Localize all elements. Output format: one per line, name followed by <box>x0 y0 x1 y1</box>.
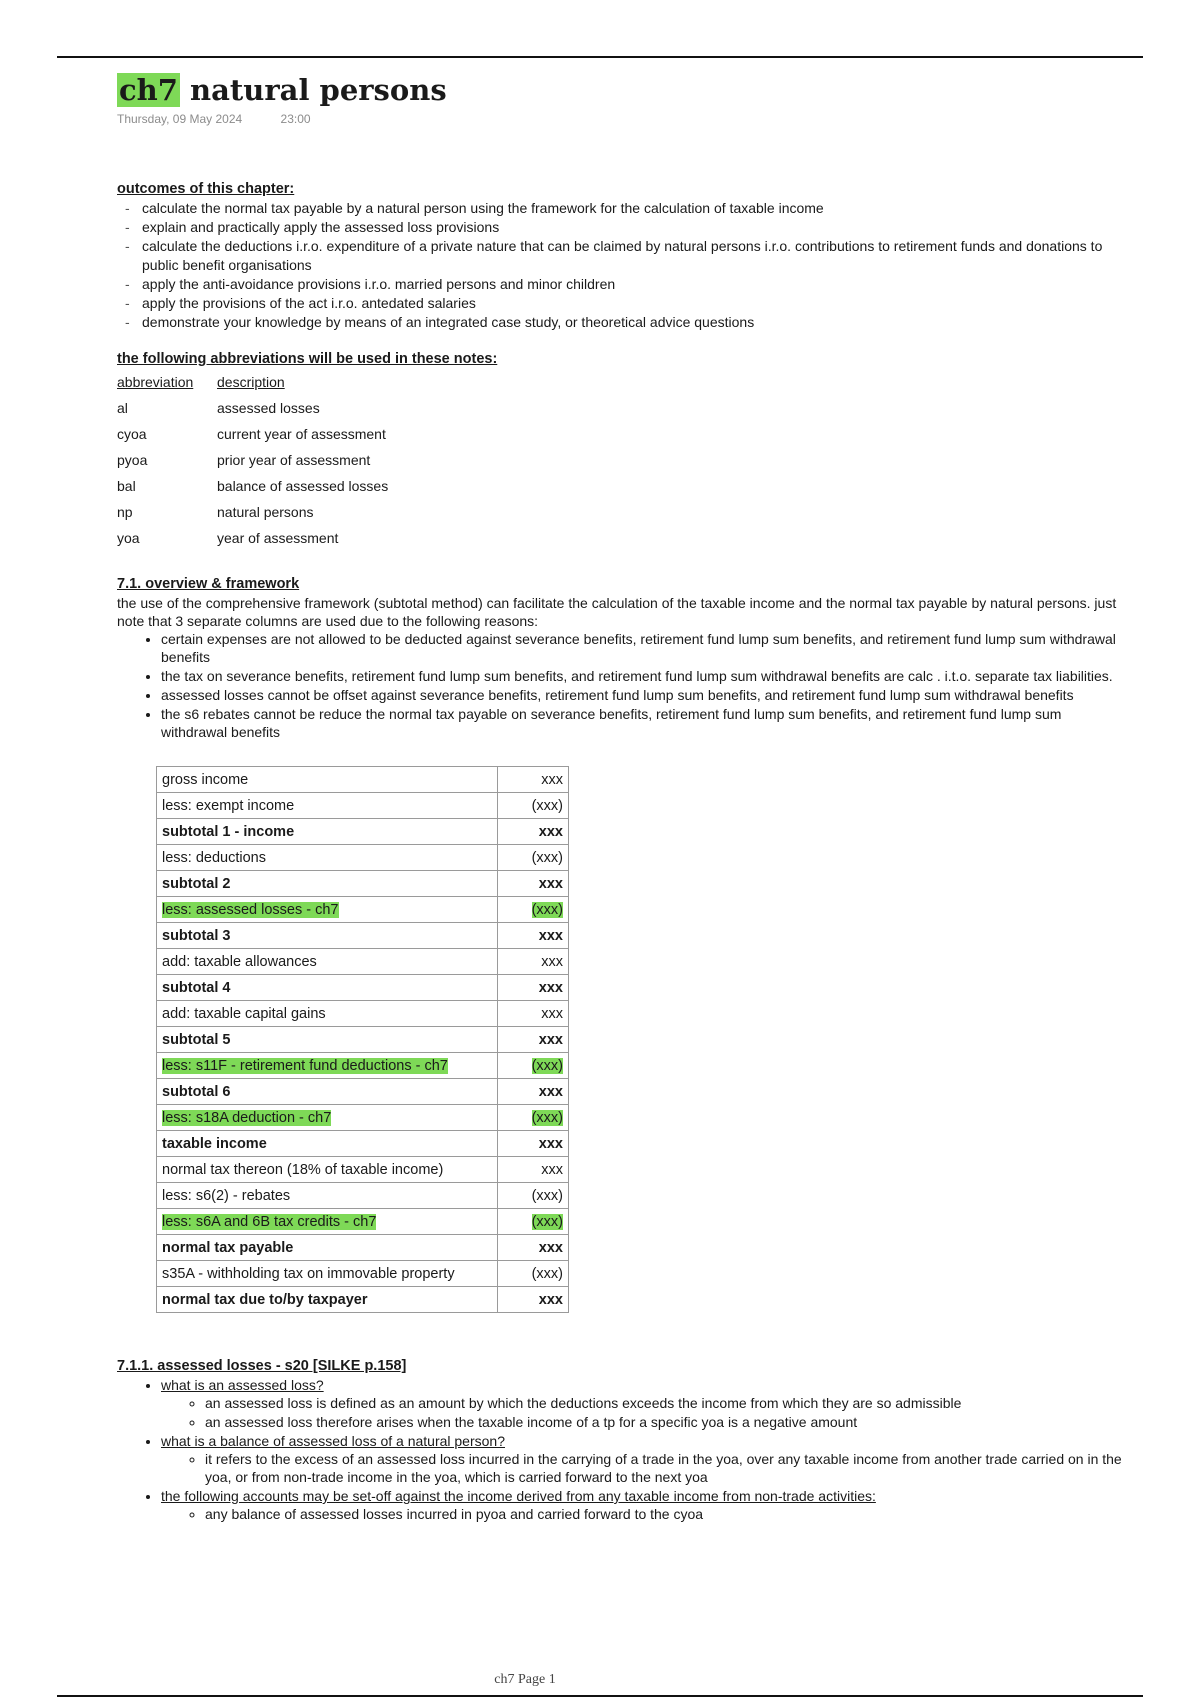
page-title <box>117 70 1127 110</box>
framework-label-cell <box>157 897 498 923</box>
framework-label: subtotal 1 - income <box>162 823 295 840</box>
abbreviations-heading: the following abbreviations will be used in these notes: <box>117 351 498 367</box>
framework-table <box>156 766 569 1313</box>
framework-amount-cell <box>498 975 569 1001</box>
framework-amount: (xxx) <box>531 797 563 814</box>
question-text: what is a balance of assessed loss of a natural person? <box>161 1433 505 1449</box>
overview-reasons <box>117 630 1127 741</box>
framework-label-cell <box>157 767 498 793</box>
framework-label-cell <box>157 1027 498 1053</box>
framework-body <box>157 767 569 1313</box>
list-item: • certain expenses are not allowed to be deducted against severance benefits, retirement fund lump sum benefits, and retirement fund lump sum withdrawal benefits <box>161 630 1127 666</box>
overview-intro: the use of the comprehensive framework (subtotal method) can facilitate the calculation of the taxable income and the normal tax payable by natural persons. just note that 3 separate columns are used due to the following reasons: <box>117 595 1117 629</box>
framework-amount: (xxx) <box>531 1057 563 1074</box>
framework-label-cell <box>157 793 498 819</box>
framework-row <box>157 1287 569 1313</box>
framework-amount-cell <box>498 1079 569 1105</box>
list-item: • the s6 rebates cannot be reduce the normal tax payable on severance benefits, retirement fund lump sum benefits, and retirement fund lump sum withdrawal benefits <box>161 705 1127 741</box>
framework-label-cell <box>157 1079 498 1105</box>
question-text: the following accounts may be set-off against the income derived from any taxable income from non-trade activities: <box>161 1488 876 1504</box>
framework-label-cell <box>157 1157 498 1183</box>
sub-list <box>161 1505 1127 1523</box>
framework-label-cell <box>157 845 498 871</box>
framework-amount: xxx <box>538 1031 563 1048</box>
framework-label: add: taxable capital gains <box>162 1005 326 1022</box>
framework-label: add: taxable allowances <box>162 953 317 970</box>
framework-row <box>157 949 569 975</box>
framework-label-cell <box>157 1131 498 1157</box>
framework-label-cell <box>157 1235 498 1261</box>
framework-label-cell <box>157 975 498 1001</box>
framework-label: s35A - withholding tax on immovable property <box>162 1265 455 1282</box>
framework-amount: (xxx) <box>531 1109 563 1126</box>
framework-amount: xxx <box>538 1239 563 1256</box>
page-time: 23:00 <box>280 112 311 126</box>
framework-row <box>157 1235 569 1261</box>
list-item: - apply the provisions of the act i.r.o. antedated salaries <box>142 294 1127 313</box>
framework-row <box>157 1209 569 1235</box>
top-rule <box>57 56 1143 58</box>
framework-amount-cell <box>498 871 569 897</box>
framework-amount: (xxx) <box>531 1187 563 1204</box>
framework-label: subtotal 6 <box>162 1083 231 1100</box>
sub-list-item: ◦ an assessed loss therefore arises when the taxable income of a tp for a specific yoa is a negative amount <box>205 1413 1127 1431</box>
framework-amount: (xxx) <box>531 1213 563 1230</box>
framework-amount: xxx <box>541 1161 563 1178</box>
framework-row <box>157 1027 569 1053</box>
list-item <box>161 1432 1127 1486</box>
bottom-rule <box>57 1695 1143 1697</box>
framework-row <box>157 1053 569 1079</box>
framework-amount: xxx <box>541 953 563 970</box>
framework-amount: (xxx) <box>531 901 563 918</box>
framework-label-cell <box>157 1183 498 1209</box>
abbr-cell: bal <box>117 478 136 494</box>
list-item <box>161 1376 1127 1431</box>
framework-label-cell <box>157 949 498 975</box>
framework-row <box>157 1183 569 1209</box>
framework-amount-cell <box>498 1157 569 1183</box>
framework-row <box>157 767 569 793</box>
sub-list <box>161 1450 1127 1486</box>
framework-row <box>157 1079 569 1105</box>
sub-list-item: ◦ it refers to the excess of an assessed loss incurred in the carrying of a trade in the yoa, over any taxable income from another trade carried on in the yoa, or from non-trade income in the yoa, which is carried forward to the next yoa <box>205 1450 1127 1486</box>
framework-row <box>157 845 569 871</box>
framework-amount-cell <box>498 819 569 845</box>
framework-amount: (xxx) <box>531 1265 563 1282</box>
framework-row <box>157 793 569 819</box>
framework-amount-cell <box>498 1053 569 1079</box>
sub-list-item: ◦ any balance of assessed losses incurred in pyoa and carried forward to the cyoa <box>205 1505 1127 1523</box>
abbr-cell: np <box>117 504 133 520</box>
page-footer: ch7 Page 1 <box>494 1672 556 1687</box>
framework-amount: xxx <box>538 875 563 892</box>
framework-label: less: exempt income <box>162 797 295 814</box>
list-item <box>161 1487 1127 1523</box>
abbr-cell: cyoa <box>117 426 147 442</box>
question-text: what is an assessed loss? <box>161 1377 324 1393</box>
framework-label: normal tax payable <box>162 1239 294 1256</box>
framework-label-cell <box>157 923 498 949</box>
abbr-cell: yoa <box>117 530 140 546</box>
framework-amount: xxx <box>538 823 563 840</box>
framework-amount-cell <box>498 949 569 975</box>
framework-row <box>157 1105 569 1131</box>
framework-amount: (xxx) <box>531 849 563 866</box>
framework-amount-cell <box>498 793 569 819</box>
desc-cell: year of assessment <box>217 530 339 546</box>
desc-col-header: description <box>217 374 285 390</box>
framework-row <box>157 1131 569 1157</box>
title-text: natural persons <box>179 73 447 107</box>
framework-amount-cell <box>498 1001 569 1027</box>
list-item: • assessed losses cannot be offset against severance benefits, retirement fund lump sum benefits, and retirement fund lump sum withdrawal benefits <box>161 686 1127 704</box>
framework-amount: xxx <box>538 1291 563 1308</box>
framework-label-cell <box>157 1053 498 1079</box>
list-item: - demonstrate your knowledge by means of an integrated case study, or theoretical advice questions <box>142 313 1127 332</box>
framework-amount-cell <box>498 1131 569 1157</box>
list-item: - calculate the normal tax payable by a natural person using the framework for the calculation of taxable income <box>142 199 1127 218</box>
page-content <box>117 70 1127 1524</box>
framework-row <box>157 1001 569 1027</box>
framework-amount-cell <box>498 1235 569 1261</box>
framework-label: less: s6(2) - rebates <box>162 1187 291 1204</box>
abbr-cell: pyoa <box>117 452 148 468</box>
framework-label: subtotal 2 <box>162 875 231 892</box>
framework-label-cell <box>157 1209 498 1235</box>
framework-label: subtotal 5 <box>162 1031 231 1048</box>
framework-amount: xxx <box>538 979 563 996</box>
overview-heading: 7.1. overview & framework <box>117 576 300 592</box>
framework-label-cell <box>157 819 498 845</box>
framework-row <box>157 1261 569 1287</box>
outcomes-heading: outcomes of this chapter: <box>117 181 295 197</box>
framework-label-cell <box>157 1287 498 1313</box>
list-item: - explain and practically apply the assessed loss provisions <box>142 218 1127 237</box>
framework-row <box>157 871 569 897</box>
framework-amount-cell <box>498 923 569 949</box>
framework-label: less: s11F - retirement fund deductions - ch7 <box>162 1057 448 1074</box>
desc-cell: prior year of assessment <box>217 452 371 468</box>
framework-label: less: deductions <box>162 849 266 866</box>
framework-label-cell <box>157 1105 498 1131</box>
desc-cell: balance of assessed losses <box>217 478 389 494</box>
framework-label-cell <box>157 1001 498 1027</box>
framework-label: normal tax due to/by taxpayer <box>162 1291 368 1308</box>
framework-amount-cell <box>498 1287 569 1313</box>
framework-amount: xxx <box>538 1083 563 1100</box>
framework-row <box>157 975 569 1001</box>
framework-row <box>157 923 569 949</box>
framework-amount-cell <box>498 767 569 793</box>
framework-amount-cell <box>498 1261 569 1287</box>
page-meta <box>117 112 1127 130</box>
framework-amount: xxx <box>538 927 563 944</box>
desc-cell: natural persons <box>217 504 314 520</box>
outcomes-list <box>117 199 1127 332</box>
framework-amount: xxx <box>541 771 563 788</box>
framework-label: less: s6A and 6B tax credits - ch7 <box>162 1213 377 1230</box>
page-date: Thursday, 09 May 2024 <box>117 112 243 126</box>
title-highlight: ch7 <box>119 73 178 107</box>
framework-label: less: s18A deduction - ch7 <box>162 1109 332 1126</box>
abbr-cell: al <box>117 400 128 416</box>
sub-list-item: ◦ an assessed loss is defined as an amount by which the deductions exceeds the income from which they are so admissible <box>205 1394 1127 1412</box>
framework-label-cell <box>157 871 498 897</box>
framework-row <box>157 1157 569 1183</box>
list-item: - apply the anti-avoidance provisions i.r.o. married persons and minor children <box>142 275 1127 294</box>
framework-amount-cell <box>498 1105 569 1131</box>
list-item: • the tax on severance benefits, retirement fund lump sum benefits, and retirement fund lump sum withdrawal benefits are calc . i.t.o. separate tax liabilities. <box>161 667 1127 685</box>
framework-amount-cell <box>498 1027 569 1053</box>
list-item: - calculate the deductions i.r.o. expenditure of a private nature that can be claimed by natural persons i.r.o. contributions to retirement funds and donations to public benefit organisations <box>142 237 1127 275</box>
framework-label: gross income <box>162 771 249 788</box>
framework-amount: xxx <box>538 1135 563 1152</box>
framework-label: taxable income <box>162 1135 267 1152</box>
framework-amount-cell <box>498 897 569 923</box>
framework-amount-cell <box>498 1209 569 1235</box>
framework-label: less: assessed losses - ch7 <box>162 901 339 918</box>
assessed-losses-heading: 7.1.1. assessed losses - s20 [SILKE p.158] <box>117 1358 407 1374</box>
framework-label: subtotal 3 <box>162 927 231 944</box>
framework-amount-cell <box>498 845 569 871</box>
framework-amount: xxx <box>541 1005 563 1022</box>
abbreviations-table <box>117 369 1127 551</box>
desc-cell: current year of assessment <box>217 426 386 442</box>
sub-list <box>161 1394 1127 1431</box>
framework-row <box>157 819 569 845</box>
framework-row <box>157 897 569 923</box>
abbr-col-header: abbreviation <box>117 374 194 390</box>
desc-cell: assessed losses <box>217 400 320 416</box>
framework-label-cell <box>157 1261 498 1287</box>
framework-label: normal tax thereon (18% of taxable income) <box>162 1161 444 1178</box>
framework-amount-cell <box>498 1183 569 1209</box>
framework-label: subtotal 4 <box>162 979 231 996</box>
assessed-losses-list <box>117 1376 1127 1523</box>
